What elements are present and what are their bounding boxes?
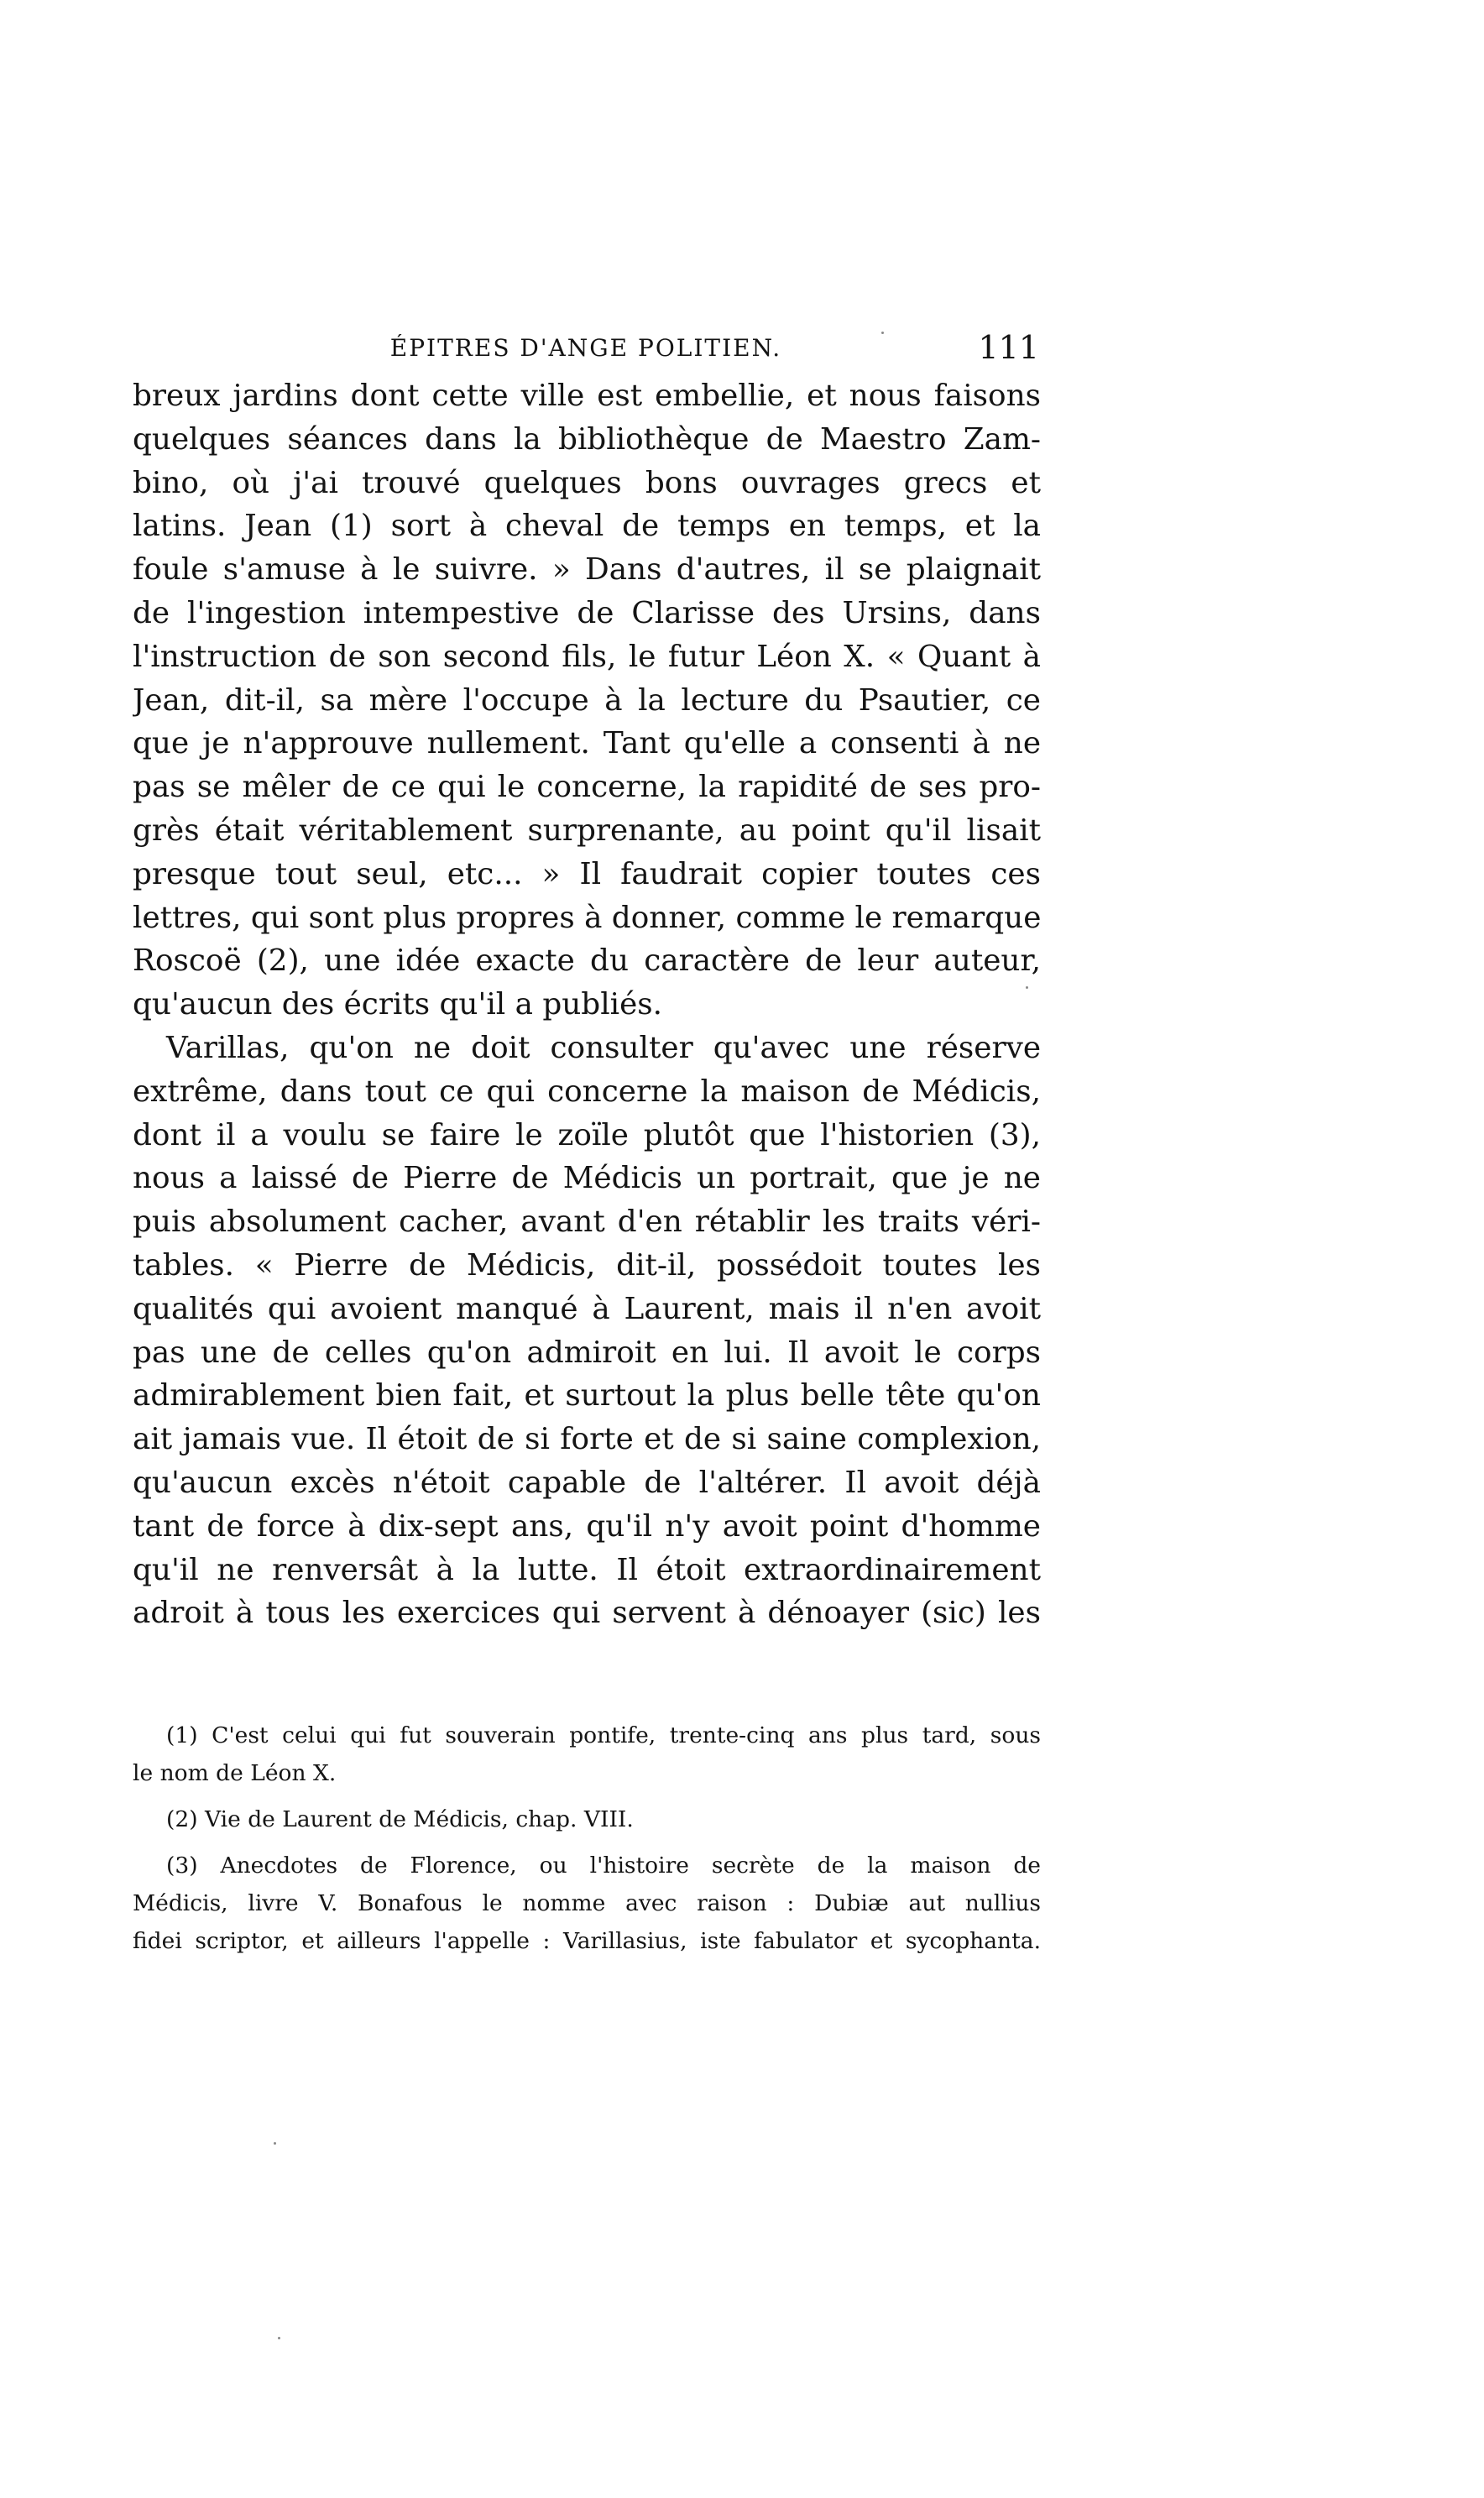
text-line: bino, où j'ai trouvé quelques bons ouvrages grecs et: [133, 465, 1041, 500]
paragraph-end-line: qu'aucun des écrits qu'il a publiés.: [133, 987, 663, 1022]
body-text: [133, 374, 1041, 1635]
text-line: Roscoë (2), une idée exacte du caractère de leur auteur,: [133, 943, 1041, 979]
text-line: ait jamais vue. Il étoit de si forte et de si saine complexion,: [133, 1422, 1041, 1457]
text-line: latins. Jean (1) sort à cheval de temps en temps, et la: [133, 509, 1041, 544]
text-line: tables. « Pierre de Médicis, dit-il, possédoit toutes les: [133, 1247, 1041, 1283]
paper-speck: [274, 2142, 276, 2145]
text-line: de l'ingestion intempestive de Clarisse des Ursins, dans: [133, 595, 1041, 630]
text-line: que je n'approuve nullement. Tant qu'elle a consenti à ne: [133, 726, 1041, 761]
footnote-3-cont: fidei scriptor, et ailleurs l'appelle : Varillasius, iste fabulator et sycophanta.: [133, 1928, 1041, 1954]
text-line: pas une de celles qu'on admiroit en lui. Il avoit le corps: [133, 1335, 1041, 1370]
running-title: ÉPITRES D'ANGE POLITIEN.: [389, 334, 782, 362]
text-line: admirablement bien fait, et surtout la plus belle tête qu'on: [133, 1378, 1041, 1414]
paragraph-start-line: Varillas, qu'on ne doit consulter qu'avec une réserve: [166, 1030, 1041, 1065]
footnote-1: (1) C'est celui qui fut souverain pontife, trente-cinq ans plus tard, sous: [166, 1722, 1041, 1748]
running-head: [133, 329, 1039, 371]
page-number: 111: [978, 329, 1039, 366]
text-line: puis absolument cacher, avant d'en rétablir les traits véri-: [133, 1205, 1041, 1240]
text-line: presque tout seul, etc... » Il faudrait copier toutes ces: [133, 856, 1041, 891]
text-line: grès était véritablement surprenante, au point qu'il lisait: [133, 813, 1041, 848]
footnote-1-cont: le nom de Léon X.: [133, 1760, 337, 1786]
footnote-3-cont: Médicis, livre V. Bonafous le nomme avec raison : Dubiæ aut nullius: [133, 1890, 1041, 1916]
text-line: Jean, dit-il, sa mère l'occupe à la lecture du Psautier, ce: [133, 682, 1041, 718]
footnote-2: (2) Vie de Laurent de Médicis, chap. VIII.: [166, 1806, 634, 1832]
paper-speck: [1026, 986, 1028, 989]
text-line: lettres, qui sont plus propres à donner, comme le remarque: [133, 900, 1041, 935]
text-line: quelques séances dans la bibliothèque de Maestro Zam-: [133, 421, 1041, 457]
text-line: breux jardins dont cette ville est embellie, et nous faisons: [133, 379, 1041, 413]
text-line: foule s'amuse à le suivre. » Dans d'autres, il se plaignait: [133, 552, 1041, 588]
text-line: qu'il ne renversât à la lutte. Il étoit extraordinairement: [133, 1552, 1041, 1587]
text-line: dont il a voulu se faire le zoïle plutôt que l'historien (3),: [133, 1117, 1041, 1152]
text-line: tant de force à dix-sept ans, qu'il n'y avoit point d'homme: [133, 1508, 1041, 1544]
text-line: qualités qui avoient manqué à Laurent, mais il n'en avoit: [133, 1291, 1041, 1326]
paper-speck: [881, 332, 884, 334]
footnote-3: (3) Anecdotes de Florence, ou l'histoire secrète de la maison de: [166, 1853, 1041, 1879]
text-line: nous a laissé de Pierre de Médicis un portrait, que je ne: [133, 1161, 1041, 1196]
paper-speck: [278, 2337, 280, 2339]
text-line: adroit à tous les exercices qui servent à dénoayer (sic) les: [133, 1596, 1041, 1631]
text-line: l'instruction de son second fils, le futur Léon X. « Quant à: [133, 639, 1041, 674]
text-line: pas se mêler de ce qui le concerne, la rapidité de ses pro-: [133, 770, 1041, 805]
footnotes: [133, 1717, 1041, 1960]
text-line: qu'aucun excès n'étoit capable de l'altérer. Il avoit déjà: [133, 1465, 1041, 1500]
text-line: extrême, dans tout ce qui concerne la maison de Médicis,: [133, 1074, 1041, 1109]
